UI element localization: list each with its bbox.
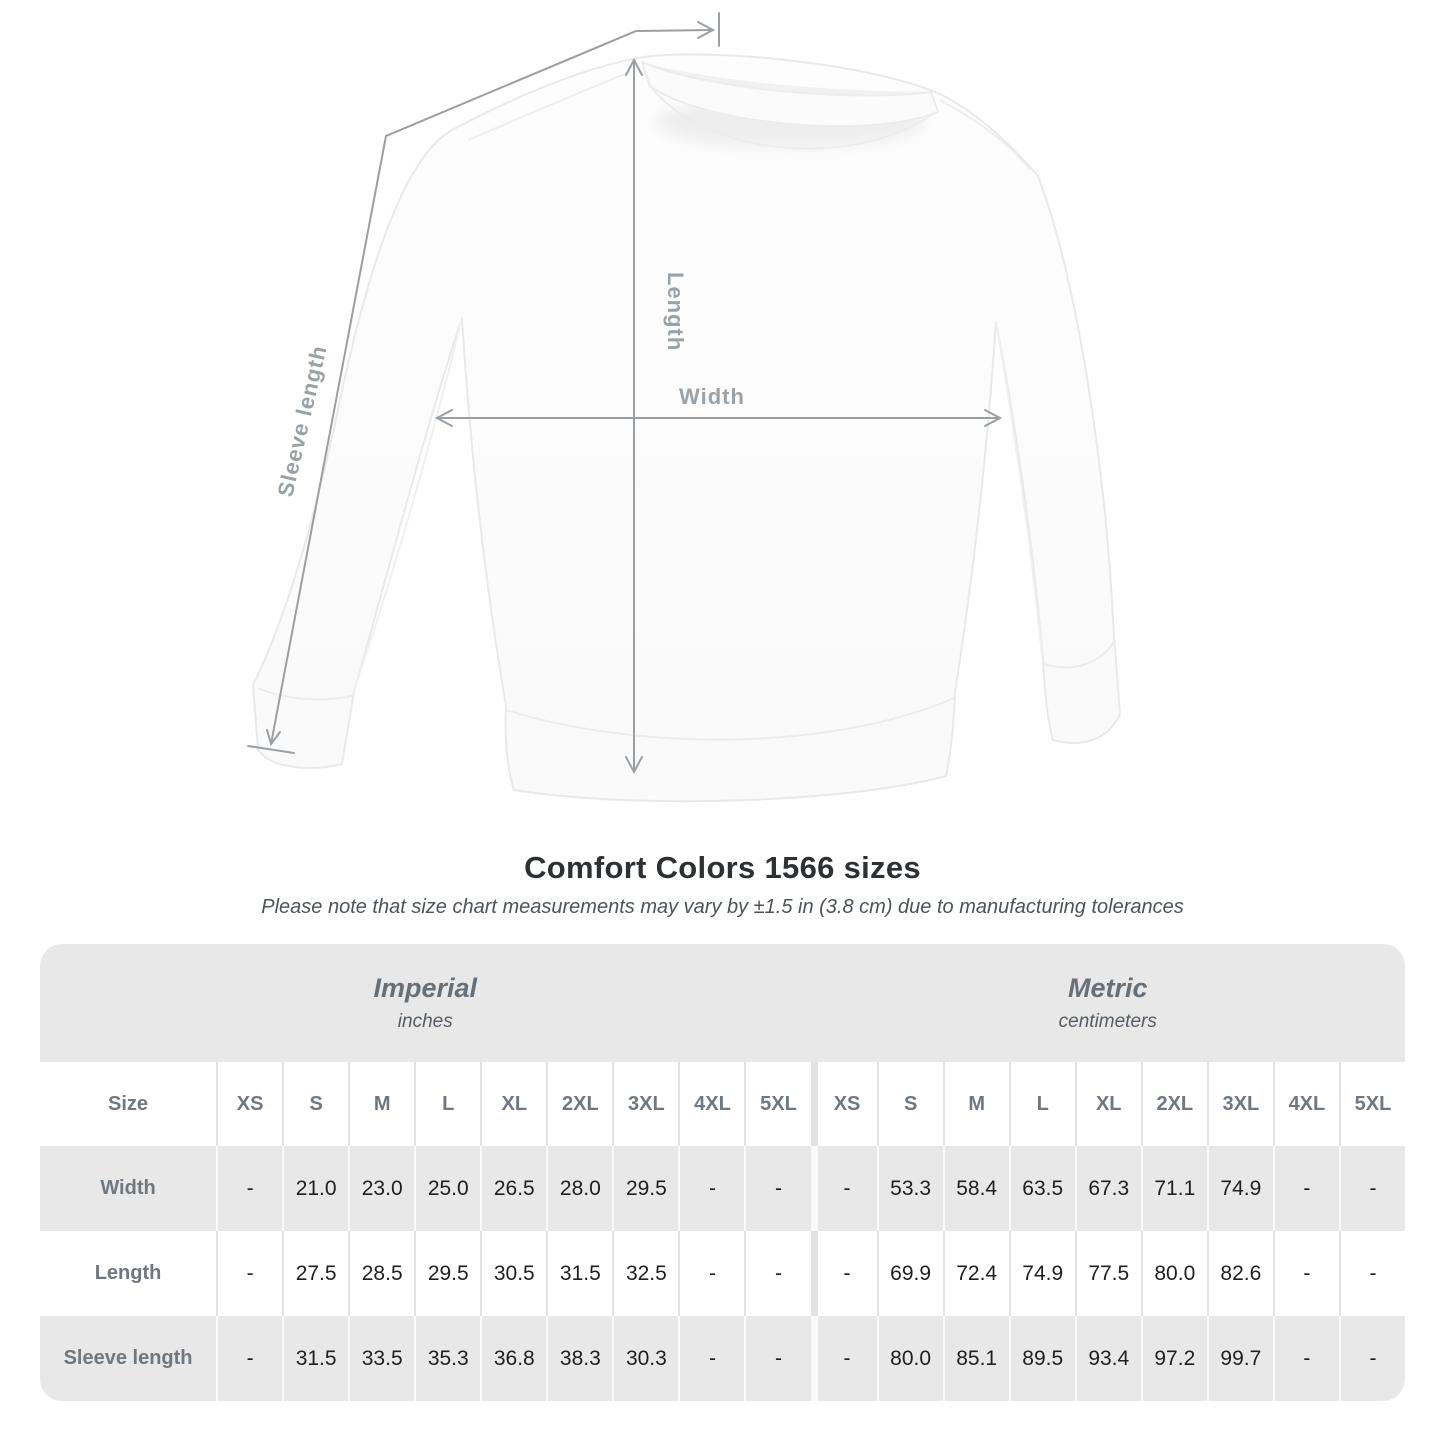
- sweatshirt-illustration: [253, 54, 1120, 801]
- table-cell: -: [216, 1231, 282, 1316]
- size-header-row: [40, 1062, 1405, 1146]
- table-cell: -: [744, 1146, 810, 1231]
- metric-unit: centimeters: [1058, 1011, 1157, 1032]
- table-cell: -: [216, 1316, 282, 1401]
- table-cell: -: [216, 1146, 282, 1231]
- table-cell: 31.5: [546, 1231, 612, 1316]
- table-cell: 53.3: [877, 1146, 943, 1231]
- table-header-band: [40, 944, 1405, 1062]
- size-header-cell: 5XL: [744, 1062, 810, 1146]
- table-cell: -: [811, 1231, 877, 1316]
- size-header-cell: 2XL: [546, 1062, 612, 1146]
- table-cell: 36.8: [480, 1316, 546, 1401]
- table-cell: 23.0: [348, 1146, 414, 1231]
- size-header-cell: XL: [480, 1062, 546, 1146]
- table-cell: -: [678, 1146, 744, 1231]
- table-cell: 69.9: [877, 1231, 943, 1316]
- table-cell: 80.0: [877, 1316, 943, 1401]
- size-header-cell: XS: [811, 1062, 877, 1146]
- tolerance-note: Please note that size chart measurements may vary by ±1.5 in (3.8 cm) due to manufacturing tolerances: [261, 896, 1184, 918]
- table-row-width: [40, 1146, 1405, 1231]
- table-cell: -: [1273, 1146, 1339, 1231]
- table-cell: 28.0: [546, 1146, 612, 1231]
- table-cell: 29.5: [414, 1231, 480, 1316]
- table-cell: 93.4: [1075, 1316, 1141, 1401]
- table-cell: 89.5: [1009, 1316, 1075, 1401]
- table-cell: 74.9: [1207, 1146, 1273, 1231]
- size-header-cell: 3XL: [612, 1062, 678, 1146]
- metric-section-header: [811, 973, 1405, 1033]
- metric-title: Metric: [1068, 973, 1148, 1003]
- table-cell: 63.5: [1009, 1146, 1075, 1231]
- table-row-length: [40, 1231, 1405, 1316]
- table-cell: -: [678, 1231, 744, 1316]
- length-label: Length: [663, 272, 688, 352]
- table-cell: 29.5: [612, 1146, 678, 1231]
- imperial-unit: inches: [397, 1011, 453, 1032]
- size-header-cell: L: [414, 1062, 480, 1146]
- imperial-section-header: [40, 973, 811, 1033]
- size-header-cell: M: [943, 1062, 1009, 1146]
- table-cell: 85.1: [943, 1316, 1009, 1401]
- table-cell: 97.2: [1141, 1316, 1207, 1401]
- table-cell: 26.5: [480, 1146, 546, 1231]
- width-label: Width: [679, 384, 745, 409]
- table-cell: -: [1273, 1316, 1339, 1401]
- table-cell: -: [811, 1316, 877, 1401]
- table-cell: 35.3: [414, 1316, 480, 1401]
- table-cell: 80.0: [1141, 1231, 1207, 1316]
- table-cell: 82.6: [1207, 1231, 1273, 1316]
- table-cell: 58.4: [943, 1146, 1009, 1231]
- size-table: [40, 944, 1405, 1401]
- row-label: Width: [100, 1177, 156, 1199]
- size-header-cell: S: [282, 1062, 348, 1146]
- table-cell: 30.5: [480, 1231, 546, 1316]
- table-cell: -: [744, 1316, 810, 1401]
- size-header-cell: 3XL: [1207, 1062, 1273, 1146]
- table-cell: 25.0: [414, 1146, 480, 1231]
- table-cell: -: [811, 1146, 877, 1231]
- table-row-sleeve-length: [40, 1316, 1405, 1401]
- size-header-cell: 4XL: [1273, 1062, 1339, 1146]
- table-cell: 77.5: [1075, 1231, 1141, 1316]
- size-header-cell: S: [877, 1062, 943, 1146]
- size-header-cell: XL: [1075, 1062, 1141, 1146]
- table-cell: 31.5: [282, 1316, 348, 1401]
- size-header-cell: M: [348, 1062, 414, 1146]
- size-header-cell: L: [1009, 1062, 1075, 1146]
- table-cell: 33.5: [348, 1316, 414, 1401]
- sleeve-length-label: Sleeve length: [272, 342, 332, 500]
- table-cell: 67.3: [1075, 1146, 1141, 1231]
- table-cell: -: [1273, 1231, 1339, 1316]
- table-cell: -: [678, 1316, 744, 1401]
- table-cell: 71.1: [1141, 1146, 1207, 1231]
- table-cell: 74.9: [1009, 1231, 1075, 1316]
- table-cell: 99.7: [1207, 1316, 1273, 1401]
- page-title: Comfort Colors 1566 sizes: [524, 850, 921, 885]
- row-label: Length: [94, 1262, 162, 1284]
- table-cell: 30.3: [612, 1316, 678, 1401]
- table-cell: -: [744, 1231, 810, 1316]
- size-header-cell: XS: [216, 1062, 282, 1146]
- table-cell: 21.0: [282, 1146, 348, 1231]
- table-cell: -: [1339, 1146, 1405, 1231]
- imperial-title: Imperial: [373, 973, 478, 1003]
- table-cell: 28.5: [348, 1231, 414, 1316]
- size-column-title: Size: [108, 1092, 149, 1115]
- table-cell: 27.5: [282, 1231, 348, 1316]
- table-cell: 72.4: [943, 1231, 1009, 1316]
- table-cell: -: [1339, 1316, 1405, 1401]
- table-cell: -: [1339, 1231, 1405, 1316]
- size-header-cell: 2XL: [1141, 1062, 1207, 1146]
- table-cell: 32.5: [612, 1231, 678, 1316]
- size-header-cell: 4XL: [678, 1062, 744, 1146]
- row-label: Sleeve length: [63, 1347, 193, 1369]
- size-header-cell: 5XL: [1339, 1062, 1405, 1146]
- table-cell: 38.3: [546, 1316, 612, 1401]
